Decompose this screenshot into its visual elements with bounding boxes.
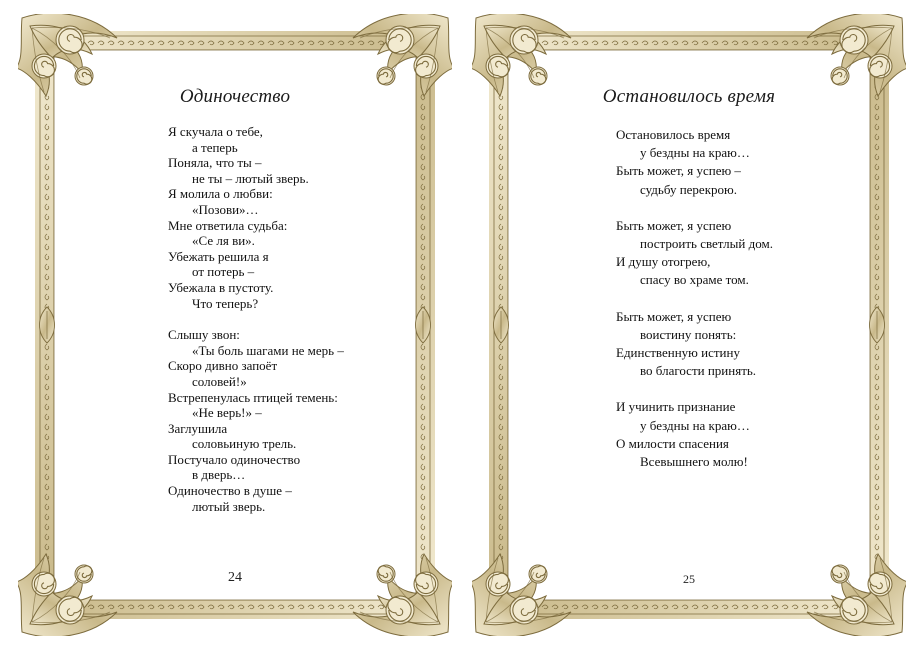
stanza-gap: [168, 311, 344, 327]
poem-line: Я молила о любви:: [168, 186, 273, 202]
poem-line: «Позови»…: [192, 201, 259, 217]
poem-line: Одиночество в душе –: [168, 483, 292, 499]
page-left: [18, 14, 452, 636]
poem-title: Одиночество: [179, 86, 291, 107]
poem-line: «Не верь!» –: [192, 405, 262, 421]
poem-line: Быть может, я успею: [616, 308, 732, 324]
poem-line: соловей!»: [192, 373, 247, 389]
poem-line: Постучало одиночество: [168, 451, 301, 467]
stanza-gap: [616, 380, 773, 398]
poem-line: О милости спасения: [616, 435, 729, 451]
poem-line: Я скучала о тебе,: [168, 124, 263, 139]
poem-line: Убежала в пустоту.: [168, 279, 274, 295]
poem-line: Быть может, я успею –: [616, 163, 741, 179]
poem-body: [168, 124, 344, 514]
poem-title: Остановилось время: [602, 86, 776, 107]
poem-line: спасу во храме том.: [640, 272, 749, 288]
poem-line: «Ты боль шагами не мерь –: [192, 342, 344, 358]
poem-line: построить светлый дом.: [640, 236, 773, 252]
poem-line: Встрепенулась птицей темень:: [168, 389, 338, 405]
page-number: 24: [228, 570, 242, 585]
poem-line: Остановилось время: [616, 127, 731, 142]
page-right: [472, 14, 906, 636]
poem-line: воистину понять:: [640, 326, 737, 342]
poem-line: Заглушила: [168, 420, 228, 436]
poem-line: И учинить признание: [616, 399, 736, 415]
poem-line: лютый зверь.: [192, 498, 266, 514]
poem-line: Слышу звон:: [168, 327, 240, 343]
poem-line: во благости принять.: [640, 363, 757, 379]
poem-line: судьбу перекрою.: [640, 181, 737, 197]
page-number: 25: [683, 572, 695, 586]
poem-line: у бездны на краю…: [640, 417, 750, 433]
poem-line: соловьиную трель.: [192, 436, 297, 452]
stanza-gap: [616, 290, 773, 308]
poem-line: Единственную истину: [616, 345, 740, 361]
poem-line: «Се ля ви».: [192, 233, 255, 249]
poem-line: не ты – лютый зверь.: [192, 170, 309, 186]
poem-line: Мне ответила судьба:: [168, 217, 288, 233]
poem-line: в дверь…: [192, 467, 246, 483]
poem-line: а теперь: [192, 139, 238, 155]
poem-line: Всевышнего молю!: [640, 454, 748, 470]
poem-body: [616, 126, 773, 471]
poem-line: от потерь –: [192, 264, 255, 280]
poem-line: Скоро дивно запоёт: [168, 358, 278, 374]
poem-line: Быть может, я успею: [616, 217, 732, 233]
poem-line: у бездны на краю…: [640, 145, 750, 161]
poem-line: Поняла, что ты –: [168, 155, 262, 171]
poem-line: Убежать решила я: [168, 248, 269, 264]
stanza-gap: [616, 199, 773, 217]
poem-line: И душу отогрею,: [616, 254, 711, 270]
poem-line: Что теперь?: [192, 295, 259, 311]
